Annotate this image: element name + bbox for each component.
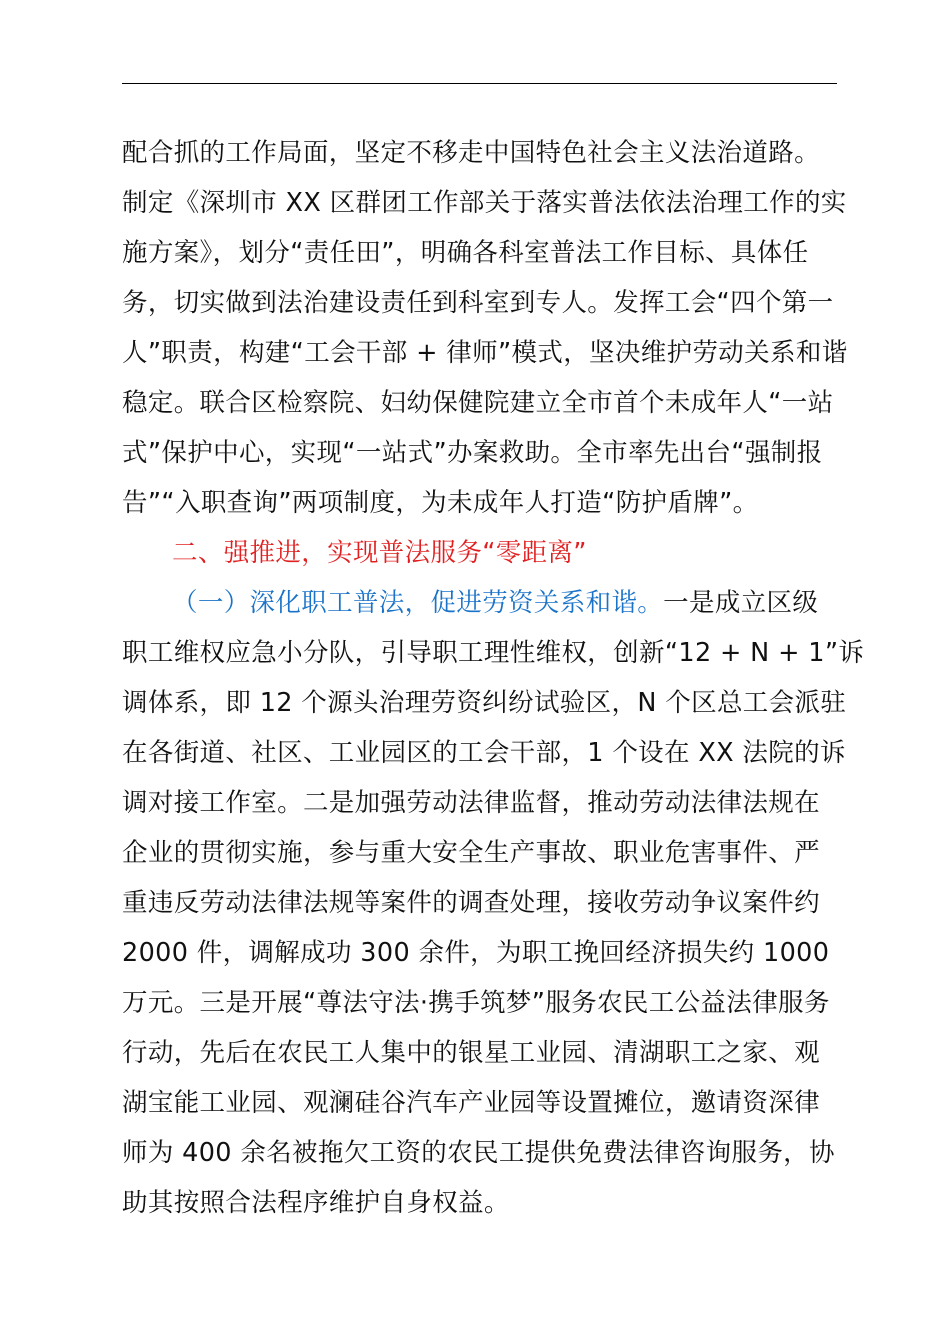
text-line: 人”职责，构建“工会干部 + 律师”模式，坚决维护劳动关系和谐 [122,338,848,368]
text-line: 职工维权应急小分队，引导职工理性维权，创新“12 + N + 1”诉 [122,638,865,668]
text-line: 调对接工作室。二是加强劳动法律监督，推动劳动法律法规在 [122,788,820,818]
section-heading-2: 二、强推进，实现普法服务“零距离” [172,538,587,568]
text-line: 企业的贯彻实施，参与重大安全生产事故、职业危害事件、严 [122,838,820,868]
subheading-line [122,578,837,628]
subheading-1: （一）深化职工普法，促进劳资关系和谐。 [172,588,664,618]
text-line: 式”保护中心，实现“一站式”办案救助。全市率先出台“强制报 [122,438,823,468]
text-line: 务，切实做到法治建设责任到科室到专人。发挥工会“四个第一 [122,288,834,318]
text-line: 重违反劳动法律法规等案件的调查处理，接收劳动争议案件约 [122,888,820,918]
text-line: 2000 件，调解成功 300 余件，为职工挽回经济损失约 1000 [122,938,830,968]
header-rule [122,83,837,84]
text-line: 施方案》，划分“责任田”，明确各科室普法工作目标、具体任 [122,238,809,268]
text-line: 配合抓的工作局面，坚定不移走中国特色社会主义法治道路。 [122,138,820,168]
text-line: 师为 400 余名被拖欠工资的农民工提供免费法律咨询服务，协 [122,1138,835,1168]
text-line: 助其按照合法程序维护自身权益。 [122,1188,510,1218]
text-line: 行动，先后在农民工人集中的银星工业园、清湖职工之家、观 [122,1038,820,1068]
text-line: 告”“入职查询”两项制度，为未成年人打造“防护盾牌”。 [122,488,759,518]
text-line: 制定《深圳市 XX 区群团工作部关于落实普法依法治理工作的实 [122,188,847,218]
text-line: 在各街道、社区、工业园区的工会干部，1 个设在 XX 法院的诉 [122,738,846,768]
text-line: 调体系，即 12 个源头治理劳资纠纷试验区，N 个区总工会派驻 [122,688,847,718]
body-text [122,128,865,1228]
text-line: 万元。三是开展“尊法守法·携手筑梦”服务农民工公益法律服务 [122,988,830,1018]
subheading-1-tail: 一是成立区级 [663,588,819,618]
text-line: 稳定。联合区检察院、妇幼保健院建立全市首个未成年人“一站 [122,388,834,418]
text-line: 湖宝能工业园、观澜硅谷汽车产业园等设置摊位，邀请资深律 [122,1088,820,1118]
